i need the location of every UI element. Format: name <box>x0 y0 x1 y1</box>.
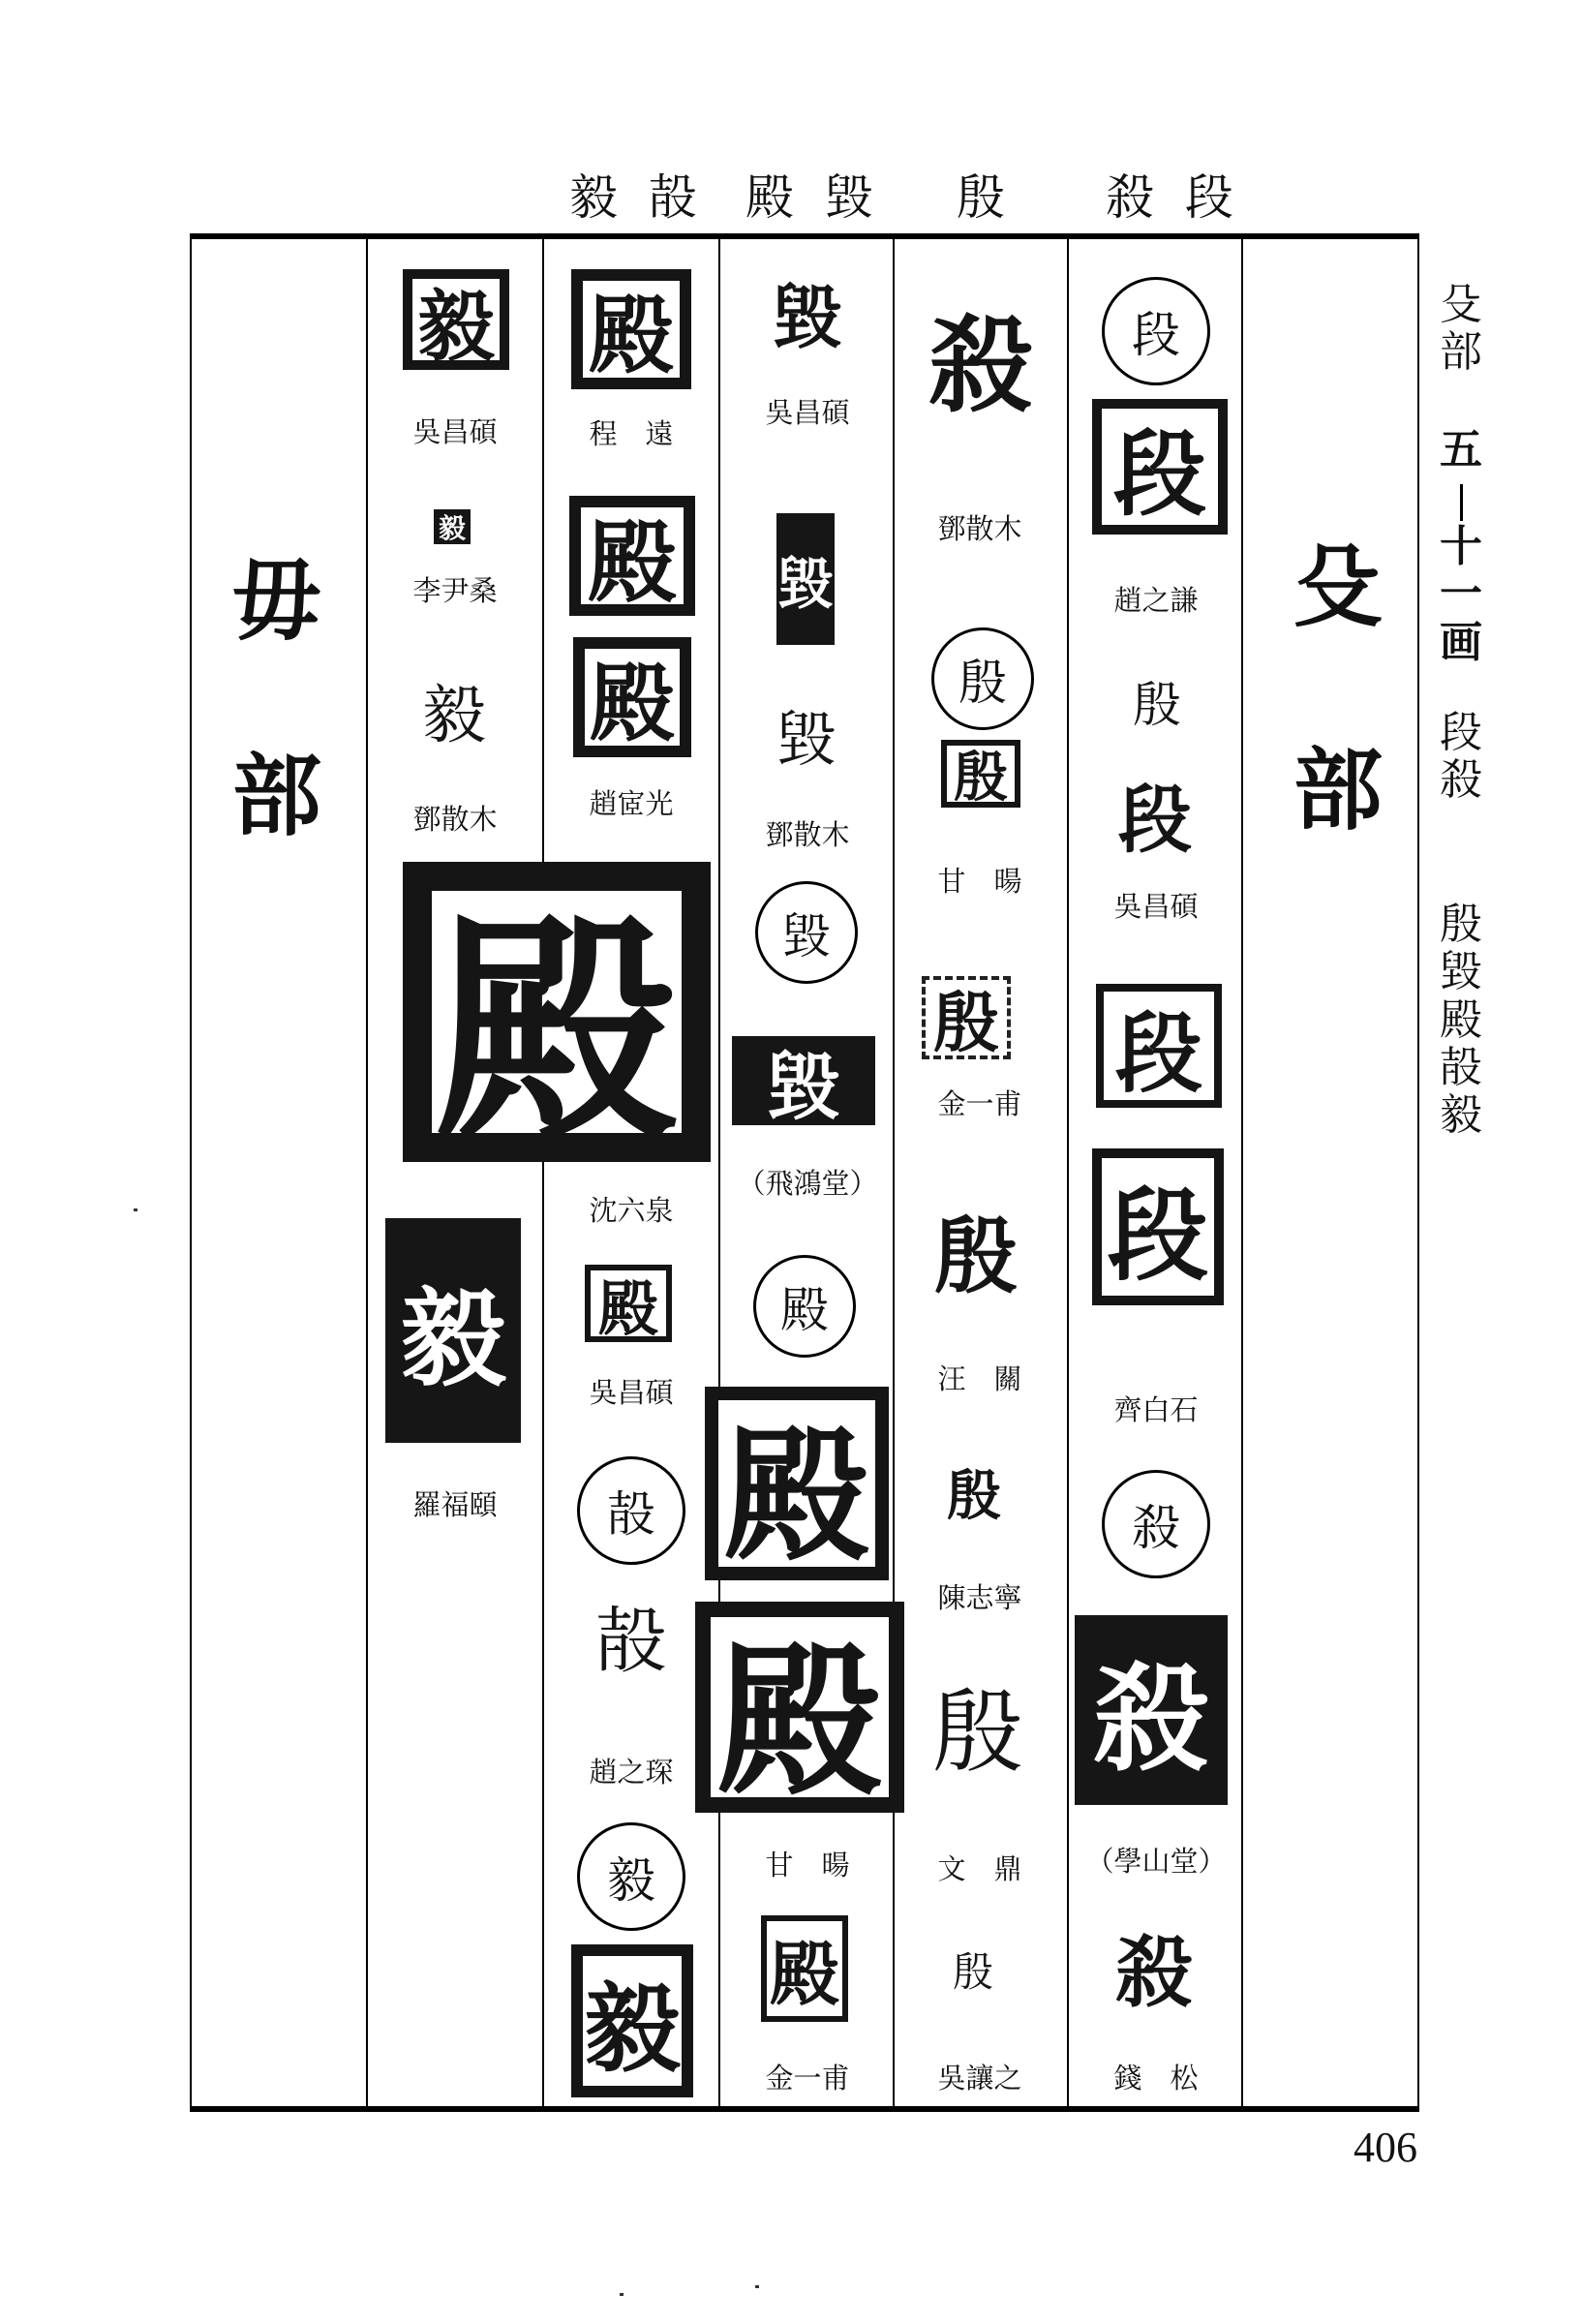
circle-yi-label: 毅 <box>577 1822 685 1931</box>
seal-large-dian: 殿 <box>403 862 711 1162</box>
attribution-jin-yifu: 金一甫 <box>937 1087 1022 1120</box>
heading-sha-duan: 殺 段 <box>1106 169 1241 226</box>
attribution-zhao-zhiqian: 趙之謙 <box>1113 584 1199 617</box>
margin-strokes <box>1437 523 1485 666</box>
circle-dian-label: 殿 <box>753 1255 856 1358</box>
attribution-gan-yang: 甘 暘 <box>937 865 1022 898</box>
attribution-gan-yang: 甘 暘 <box>765 1849 850 1881</box>
attribution-qi-baishi: 齊白石 <box>1113 1393 1199 1426</box>
section-wu-char2: 部 <box>232 744 322 848</box>
seal-sha-2: 殺 <box>1115 1926 1193 2018</box>
attribution-deng-sanmu: 鄧散木 <box>765 818 850 851</box>
margin-stroke-char: 五 <box>1440 425 1482 474</box>
seal-yin-1: 殺 <box>928 304 1033 427</box>
attribution-chen-zhining: 陳志寧 <box>937 1581 1022 1614</box>
section-shu-char1: 殳 <box>1293 535 1384 639</box>
seal-dian-1: 殿 <box>705 1387 889 1580</box>
margin-group-char: 㱿 <box>1440 1042 1482 1092</box>
margin-group-char: 段 <box>1440 708 1482 757</box>
attribution-wu-changshuo: 吳昌碩 <box>412 415 498 448</box>
margin-radical <box>1437 281 1485 377</box>
heading-dian-hui: 殿 毀 <box>745 169 881 226</box>
attribution-wu-changshuo: 吳昌碩 <box>1113 890 1199 923</box>
scan-speck <box>134 1208 137 1211</box>
seal-yin-7: 殷 <box>952 1948 993 1996</box>
attribution-qian-song: 錢 松 <box>1113 2062 1199 2095</box>
circle-yin-label: 殷 <box>931 627 1034 730</box>
margin-group2 <box>1437 901 1485 1139</box>
margin-dash <box>1460 484 1463 521</box>
seal-hui-4: 毀 <box>732 1036 875 1125</box>
attribution-wen-ding: 文 鼎 <box>937 1852 1022 1885</box>
seal-dian-3: 殿 <box>761 1915 848 2022</box>
heading-yi-ke: 毅 㱿 <box>569 169 705 226</box>
margin-group1 <box>1437 709 1485 805</box>
circle-duan-label: 段 <box>1102 277 1210 385</box>
attribution-deng-sanmu: 鄧散木 <box>937 512 1022 545</box>
margin-radical-char: 部 <box>1440 327 1482 378</box>
attribution-deng-sanmu: 鄧散木 <box>412 803 498 836</box>
attribution-li-yinsang: 李尹桑 <box>412 574 498 607</box>
margin-stroke-char: 一 <box>1440 569 1482 620</box>
margin-group-char: 殺 <box>1440 755 1482 806</box>
circle-hui-label: 毀 <box>755 881 858 984</box>
margin-group-char: 殿 <box>1440 994 1482 1045</box>
section-wu-char1: 毋 <box>232 548 322 653</box>
column-divider <box>1241 239 1243 2106</box>
seal-duan-2: 殷 <box>1133 677 1181 733</box>
section-shu-char2: 部 <box>1293 738 1384 842</box>
seal-ke-6: 毅 <box>571 1944 693 2097</box>
seal-yin-4: 殷 <box>934 1208 1018 1305</box>
seal-yi-1: 毅 <box>403 269 509 370</box>
seal-hui-2: 毀 <box>776 513 835 645</box>
seal-yin-5: 殷 <box>947 1464 1001 1528</box>
seal-yin-6: 殷 <box>931 1679 1023 1786</box>
heading-yin: 殷 <box>957 169 1013 226</box>
attribution-feihongtang: （飛鴻堂） <box>737 1167 878 1200</box>
attribution-wu-changshuo: 吳昌碩 <box>765 396 850 429</box>
column-divider <box>893 239 895 2106</box>
circle-ke-label: 㱿 <box>577 1456 685 1565</box>
seal-yi-4: 毅 <box>385 1218 521 1443</box>
page-number: 406 <box>1354 2124 1417 2171</box>
seal-hui-1: 毀 <box>772 276 842 358</box>
margin-stroke-char: 十 <box>1440 522 1482 571</box>
scan-speck <box>755 2285 759 2288</box>
seal-ke-3: 殿 <box>573 637 691 757</box>
attribution-zhao-yiguang: 趙宧光 <box>589 787 674 820</box>
attribution-xueshantang: （學山堂） <box>1085 1845 1227 1878</box>
attribution-wang-guan: 汪 關 <box>937 1362 1022 1395</box>
seal-yi-2: 毅 <box>434 509 471 544</box>
attribution-jin-yifu: 金一甫 <box>765 2062 850 2095</box>
seal-ke-2: 殿 <box>569 496 695 616</box>
seal-dian-2: 殿 <box>695 1602 904 1813</box>
attribution-wu-changshuo: 吳昌碩 <box>589 1376 674 1409</box>
column-divider <box>1067 239 1069 2106</box>
seal-yin-2: 殷 <box>941 740 1020 808</box>
circle-sha-label: 殺 <box>1102 1470 1210 1578</box>
margin-group-char: 毅 <box>1440 1090 1482 1141</box>
seal-duan-3: 段 <box>1118 776 1192 863</box>
column-divider <box>718 239 720 2106</box>
seal-duan-4: 段 <box>1096 984 1222 1108</box>
margin-stroke-char: 画 <box>1440 617 1482 667</box>
seal-ke-5: 㱿 <box>595 1600 667 1683</box>
attribution-cheng-yuan: 程 遠 <box>589 417 674 450</box>
seal-duan-5: 段 <box>1092 1148 1224 1305</box>
attribution-shen-liuquan: 沈六泉 <box>589 1194 674 1227</box>
scan-speck <box>620 2293 624 2296</box>
seal-sha-1: 殺 <box>1075 1615 1228 1805</box>
margin-strokes <box>1437 426 1485 474</box>
seal-ke-1: 殿 <box>571 269 691 389</box>
margin-radical-char: 殳 <box>1440 280 1482 329</box>
seal-hui-3: 毀 <box>776 703 837 775</box>
attribution-zhao-zhichen: 趙之琛 <box>589 1756 674 1789</box>
seal-yin-3: 殷 <box>922 976 1011 1059</box>
column-divider <box>366 239 368 2106</box>
attribution-luo-fuyi: 羅福頤 <box>412 1488 498 1521</box>
seal-yi-3: 毅 <box>422 677 486 752</box>
seal-duan-1: 段 <box>1092 399 1228 535</box>
margin-group-char: 殷 <box>1440 900 1482 949</box>
attribution-wu-rangzhi: 吳讓之 <box>937 2062 1022 2095</box>
seal-ke-4: 殿 <box>585 1265 672 1342</box>
margin-group-char: 毀 <box>1440 947 1482 997</box>
